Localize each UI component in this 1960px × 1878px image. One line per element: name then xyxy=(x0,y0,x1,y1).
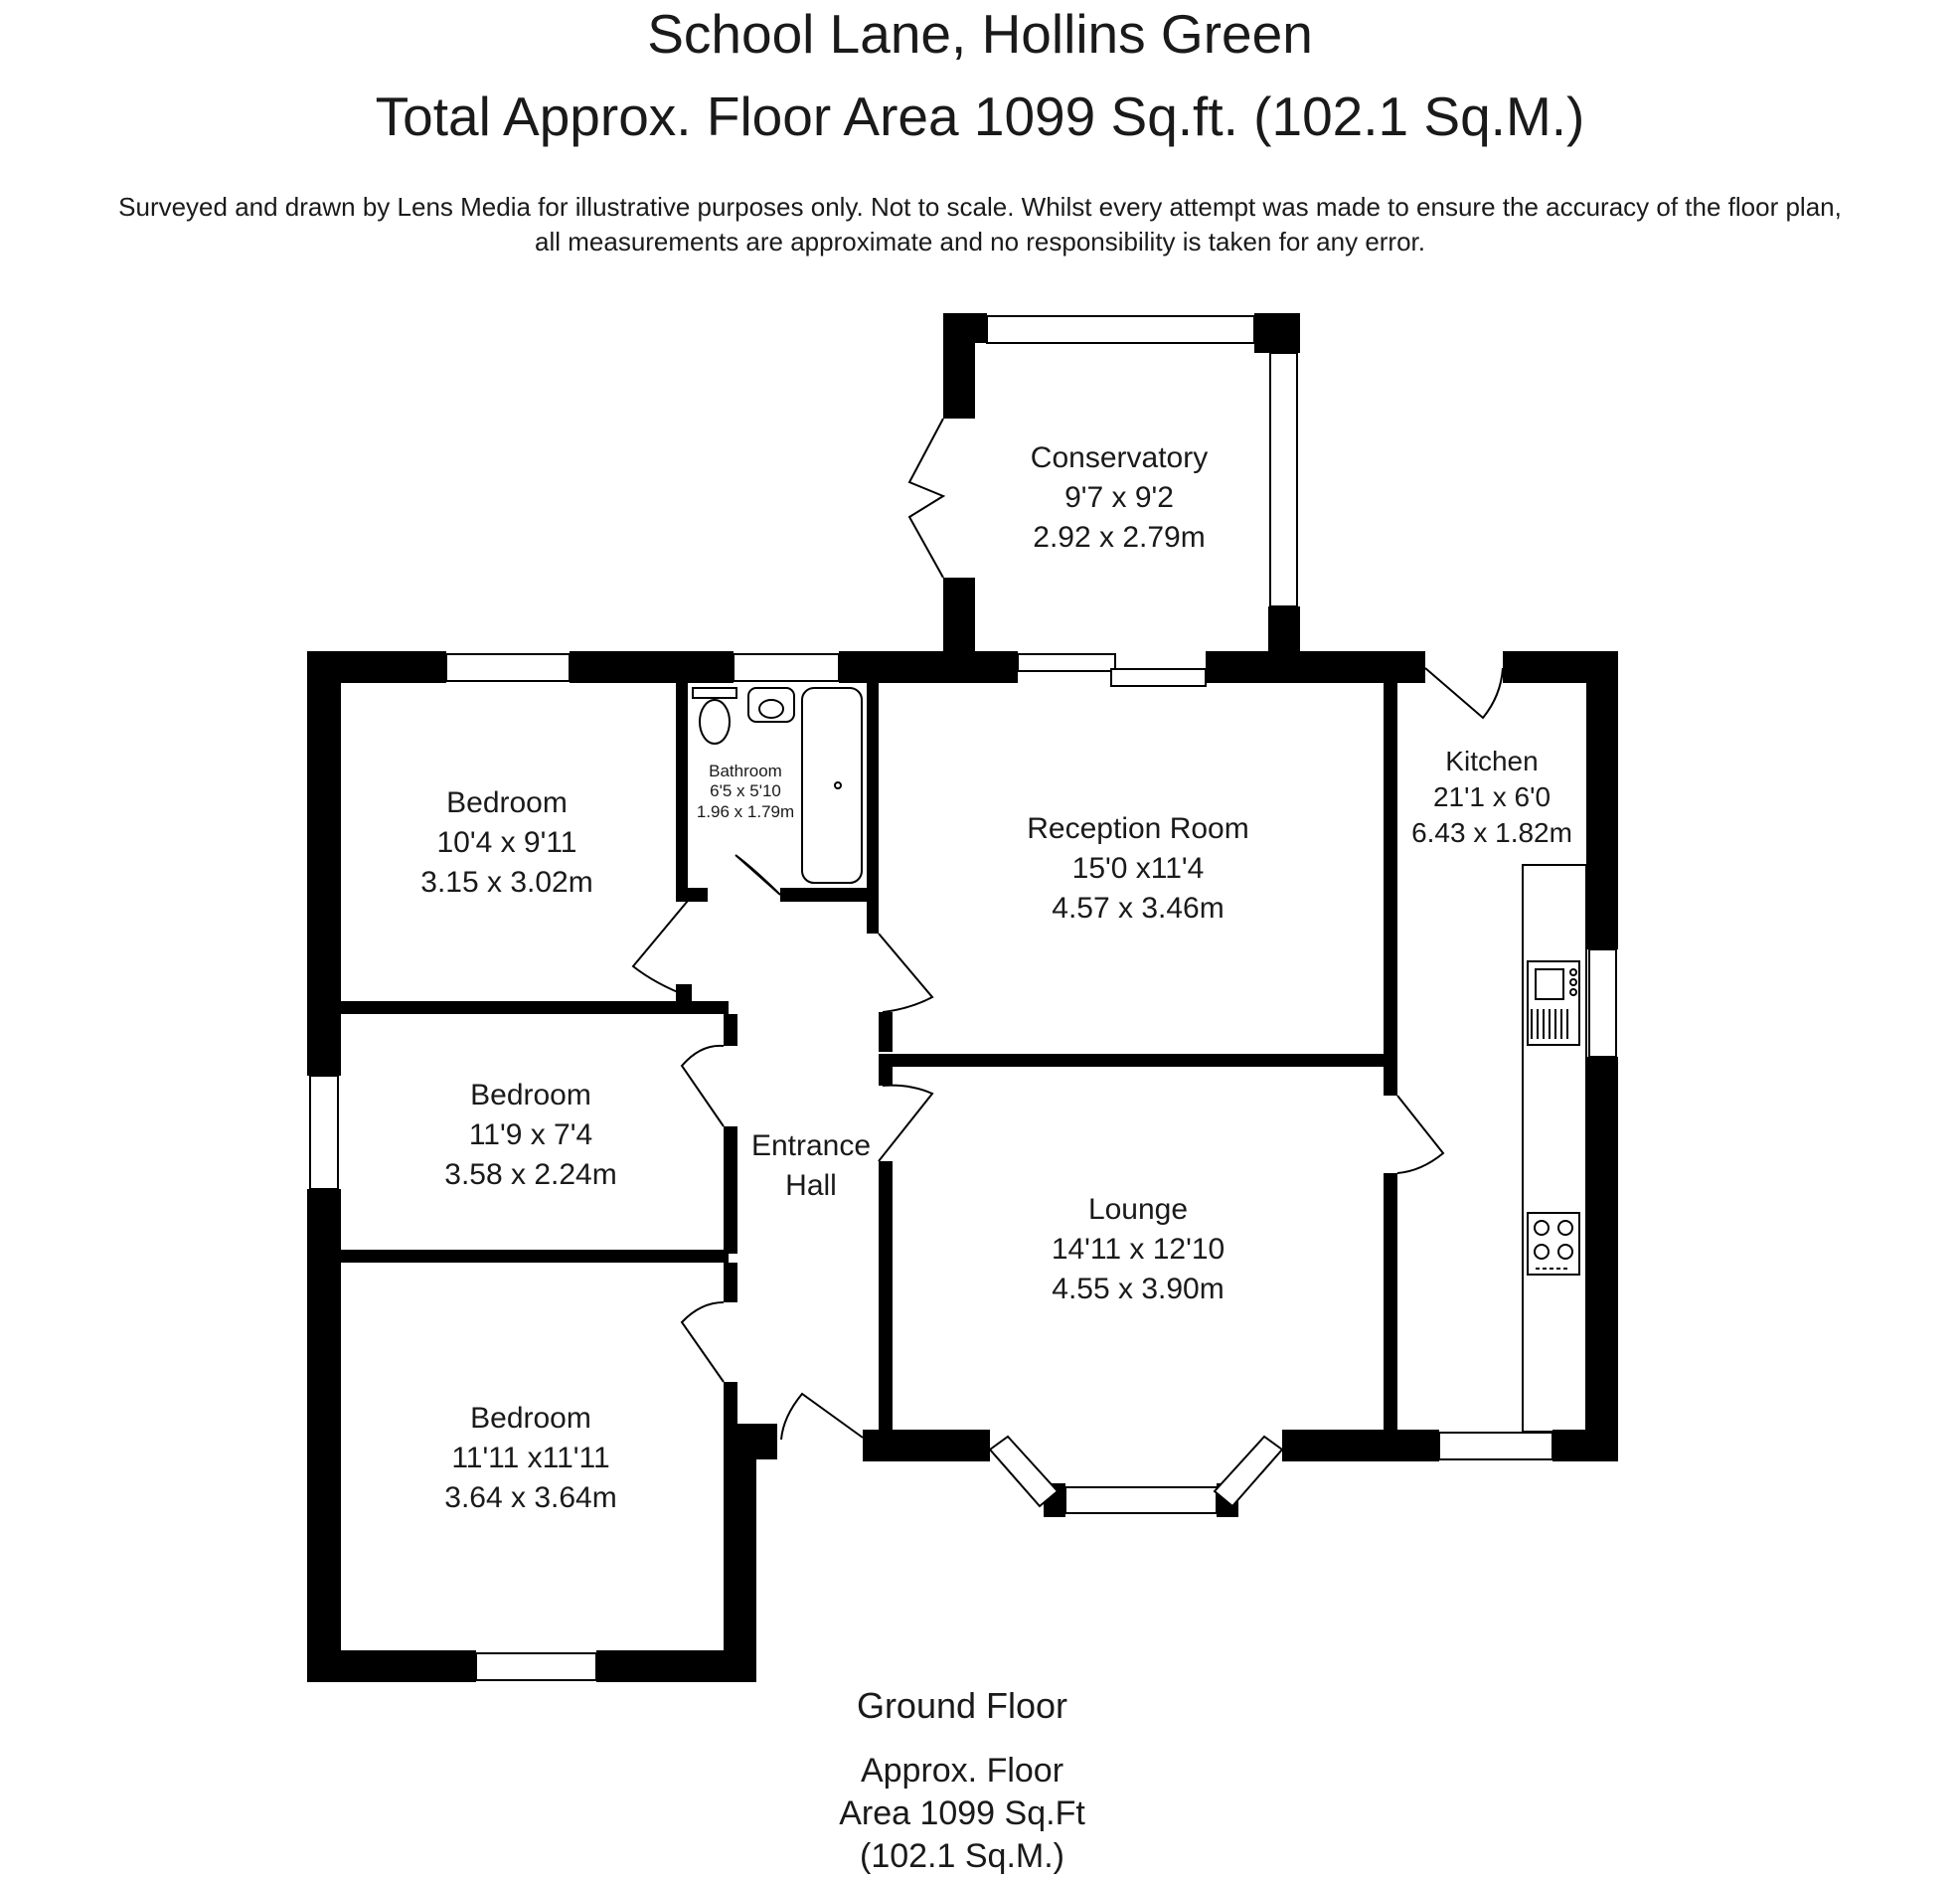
room-name: Bathroom xyxy=(709,762,782,780)
plan-title: School Lane, Hollins Green xyxy=(647,3,1313,65)
room-label-kitchen xyxy=(1397,744,1586,850)
room-label-lounge xyxy=(1024,1190,1252,1309)
room-name: Kitchen xyxy=(1445,746,1539,776)
wall xyxy=(1586,1057,1618,1461)
wall xyxy=(724,1014,737,1046)
room-imperial: 14'11 x 12'10 xyxy=(1051,1232,1225,1266)
window xyxy=(1065,1487,1217,1513)
hob-ring xyxy=(1535,1221,1549,1235)
wall xyxy=(307,1189,341,1682)
wall xyxy=(341,1250,729,1263)
bedroom-door xyxy=(633,901,688,996)
front-door xyxy=(781,1394,863,1440)
wall xyxy=(780,888,878,902)
window xyxy=(1270,353,1297,606)
room-name: Lounge xyxy=(1087,1193,1189,1226)
wall xyxy=(1206,651,1425,683)
kitchen-worktop xyxy=(1523,865,1586,1432)
room-imperial: 11'11 x11'11 xyxy=(451,1441,610,1474)
room-name-line-1: Entrance xyxy=(750,1129,872,1162)
wall xyxy=(879,1054,893,1086)
window xyxy=(987,316,1254,343)
wall xyxy=(1586,651,1618,949)
wall xyxy=(839,651,1018,683)
room-name-line-2: Hall xyxy=(785,1168,837,1202)
wall xyxy=(1552,1430,1618,1461)
window xyxy=(446,654,570,681)
wall xyxy=(879,1012,893,1052)
room-name: Conservatory xyxy=(1030,441,1209,474)
room-imperial: 10'4 x 9'11 xyxy=(436,825,577,859)
wall xyxy=(676,888,708,902)
room-imperial: 6'5 x 5'10 xyxy=(710,781,781,801)
room-metric: 3.58 x 2.24m xyxy=(444,1157,617,1191)
bedroom-door xyxy=(682,1302,724,1382)
hob-icon xyxy=(1528,1213,1579,1275)
window xyxy=(1439,1433,1552,1459)
bedroom-door xyxy=(682,1046,724,1126)
room-metric: 6.43 x 1.82m xyxy=(1411,816,1572,848)
bath-drain xyxy=(835,782,841,788)
kitchen-external-door xyxy=(1425,668,1503,718)
lounge-door xyxy=(879,1086,932,1161)
room-metric: 2.92 x 2.79m xyxy=(1033,520,1206,554)
floor-area-line-2: Area 1099 Sq.Ft xyxy=(839,1794,1085,1832)
wall xyxy=(724,1382,737,1430)
wall xyxy=(676,680,688,901)
wall xyxy=(724,1424,756,1682)
floor-name: Ground Floor xyxy=(856,1685,1068,1726)
wall xyxy=(1254,313,1300,353)
hob-ring xyxy=(1558,1245,1572,1259)
basin-bowl xyxy=(759,700,783,718)
toilet-cistern xyxy=(693,688,736,698)
room-imperial: 11'9 x 7'4 xyxy=(468,1117,593,1151)
wall xyxy=(867,680,879,934)
room-label-conservatory xyxy=(1020,438,1219,558)
tap xyxy=(1570,979,1576,985)
wall xyxy=(341,1001,729,1014)
wall xyxy=(724,1263,737,1302)
toilet-icon xyxy=(700,700,730,744)
wall xyxy=(307,651,341,1076)
wall xyxy=(879,1054,1389,1067)
room-imperial: 15'0 x11'4 xyxy=(1071,851,1205,885)
tap xyxy=(1570,969,1576,975)
wall xyxy=(570,651,734,683)
room-label-bathroom xyxy=(688,762,803,822)
basin-icon xyxy=(748,688,794,722)
drainer xyxy=(1532,1009,1567,1039)
room-imperial: 9'7 x 9'2 xyxy=(1064,480,1174,514)
conservatory-french-door xyxy=(909,419,943,578)
hob-ring xyxy=(1535,1245,1549,1259)
wall xyxy=(724,1126,737,1254)
hob-ring xyxy=(1558,1221,1572,1235)
disclaimer-line-1: Surveyed and drawn by Lens Media for illustrative purposes only. Not to scale. Whilst every attempt was made to ensure the accuracy of the floor plan, xyxy=(118,192,1842,222)
room-label-bedroom-3 xyxy=(421,1399,640,1518)
window xyxy=(476,1653,596,1680)
room-metric: 3.15 x 3.02m xyxy=(420,865,593,899)
room-metric: 3.64 x 3.64m xyxy=(444,1480,617,1514)
wall xyxy=(1268,606,1300,653)
window xyxy=(1111,669,1206,686)
kitchen-door xyxy=(1397,1096,1443,1173)
room-name: Bedroom xyxy=(470,1402,591,1435)
window xyxy=(310,1076,338,1189)
reception-door xyxy=(879,934,932,1012)
room-label-entrance-hall xyxy=(737,1126,885,1206)
window xyxy=(1018,654,1115,671)
wall xyxy=(1282,1430,1439,1461)
room-name: Reception Room xyxy=(1027,812,1249,845)
wall xyxy=(307,1650,476,1682)
room-metric: 1.96 x 1.79m xyxy=(696,801,795,821)
wall xyxy=(1384,680,1397,1096)
floor-area-line-3: (102.1 Sq.M.) xyxy=(860,1837,1064,1875)
sink-bowl xyxy=(1536,969,1563,999)
wall xyxy=(1384,1173,1397,1430)
window xyxy=(990,1437,1058,1506)
room-label-bedroom-1 xyxy=(398,783,616,903)
room-label-bedroom-2 xyxy=(421,1076,640,1195)
bath-icon xyxy=(802,688,862,883)
room-name: Bedroom xyxy=(446,786,568,819)
window xyxy=(734,654,839,681)
wall xyxy=(863,1430,990,1461)
wall xyxy=(943,313,987,343)
bathroom-door xyxy=(735,855,780,895)
floor-area xyxy=(763,1750,1161,1878)
plan-total-area: Total Approx. Floor Area 1099 Sq.ft. (102.1 Sq.M.) xyxy=(375,85,1585,147)
room-label-reception xyxy=(1004,809,1272,929)
room-metric: 4.55 x 3.90m xyxy=(1052,1272,1225,1305)
tap xyxy=(1570,989,1576,995)
window xyxy=(1589,949,1616,1057)
room-metric: 4.57 x 3.46m xyxy=(1052,891,1225,925)
window xyxy=(1215,1437,1282,1506)
room-name: Bedroom xyxy=(470,1079,591,1111)
floor-area-line-1: Approx. Floor xyxy=(860,1752,1064,1790)
disclaimer-line-2: all measurements are approximate and no responsibility is taken for any error. xyxy=(535,227,1425,256)
room-imperial: 21'1 x 6'0 xyxy=(1432,780,1552,812)
